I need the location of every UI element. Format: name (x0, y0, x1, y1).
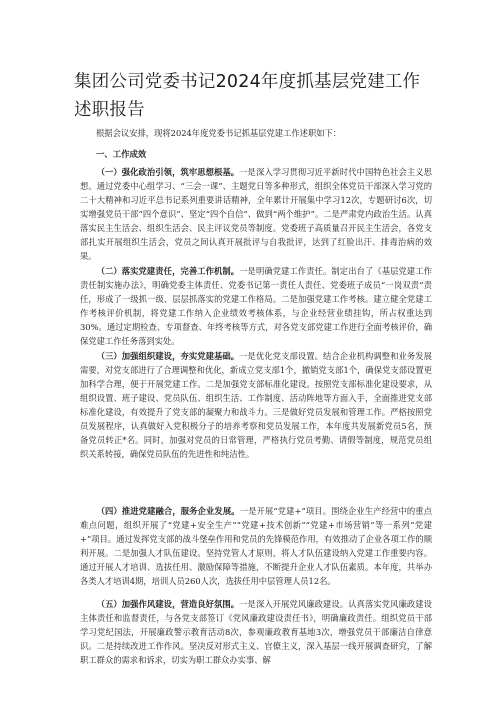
paragraph-2-lead: （二）落实党建责任，完善工作机制。 (96, 266, 240, 276)
paragraph-4-body: 一是开展“党建+”项目。围绕企业生产经营中的重点难点问题，组织开展了“党建+安全生产”“党建+技术创新”“党建+市场营销”等一系列“党建+”项目。通过发挥党支部的战斗堡垒作用和党员的先锋模范作用，有效推动了企业各项工作的顺利开展。二是加强人才队伍建设。坚持党管人才原则，将人才队伍建设纳入党建工作重要内容。通过开展人才培训、选拔任用、激励保障等措施，不断提升企业人才队伍素质。本年度，共举办各类人才培训4期，培训人员260人次，选拔任用中层管理人员12名。 (80, 506, 432, 586)
paragraph-3-body: 一是优化党支部设置。结合企业机构调整和业务发展需要，对党支部进行了合理调整和优化，新成立党支部1个，撤销党支部1个，确保党支部设置更加科学合理，便于开展党建工作。二是加强党支部标准化建设。按照党支部标准化建设要求，从组织设置、班子建设、党员队伍、组织生活、工作制度、活动阵地等方面入手，全面推进党支部标准化建设，有效提升了党支部的凝聚力和战斗力。三是做好党员发展和管理工作。严格按照党员发展程序，认真做好入党积极分子的培养考察和党员发展工作，本年度共发展新党员5名，预备党员转正*名。同时，加强对党员的日常管理，严格执行党员考勤、请假等制度，规范党员组织关系转接，确保党员队伍的先进性和纯洁性。 (80, 351, 432, 459)
paragraph-2-body: 一是明确党建工作责任。制定出台了《基层党建工作责任制实施办法》，明确党委主体责任、党委书记第一责任人责任、党委班子成员“一岗双责”责任，形成了一级抓一级、层层抓落实的党建工作格局。二是加强党建工作考核。建立健全党建工作考核评价机制，将党建工作纳入企业绩效考核体系，与企业经营业绩挂钩，所占权重达到30%。通过定期检查、专项督查、年终考核等方式，对各党支部党建工作进行全面考核评价，确保党建工作任务落到实处。 (80, 266, 432, 346)
paragraph-4 (80, 504, 432, 588)
paragraph-5-body: 一是深入开展党风廉政建设。认真落实党风廉政建设主体责任和监督责任，与各党支部签订《党风廉政建设责任书》，明确廉政责任。组织党员干部学习党纪国法，开展廉政警示教育活动8次，参观廉政教育基地3次，增强党员干部廉洁自律意识。二是持续改进工作作风。坚决反对形式主义、官僚主义，深入基层一线开展调查研究，了解职工群众的需求和诉求，切实为职工群众办实事、解 (80, 599, 432, 665)
paragraph-1 (80, 165, 432, 263)
paragraph-5 (80, 597, 432, 667)
paragraph-5-lead: （五）加强作风建设，营造良好氛围。 (96, 599, 240, 609)
paragraph-2 (80, 264, 432, 348)
paragraph-4-lead: （四）推进党建融合，服务企业发展。 (96, 506, 240, 516)
paragraph-3-lead: （三）加强组织建设，夯实党建基础。 (96, 351, 240, 361)
intro-paragraph: 根据会议安排，现将2024年度党委书记抓基层党建工作述职如下： (96, 128, 342, 138)
section-heading: 一、工作成效 (96, 149, 147, 159)
paragraph-3 (80, 349, 432, 461)
document-title: 集团公司党委书记2024年度抓基层党建工作述职报告 (74, 72, 421, 120)
paragraph-1-body: 一是深入学习贯彻习近平新时代中国特色社会主义思想。通过党委中心组学习、“三会一课”、主题党日等多种形式，组织全体党员干部深入学习党的二十大精神和习近平总书记系列重要讲话精神，全年累计开展集中学习12次，专题研讨6次，切实增强党员干部“四个意识”、坚定“四个自信”、做到“两个维护”。二是严肃党内政治生活。认真落实民主生活会、组织生活会、民主评议党员等制度。党委班子高质量召开民主生活会，各党支部扎实开展组织生活会，党员之间认真开展批评与自我批评，达到了红脸出汗、排毒治病的效果。 (80, 167, 432, 261)
paragraph-1-lead: （一）强化政治引领，筑牢思想根基。 (96, 167, 240, 177)
